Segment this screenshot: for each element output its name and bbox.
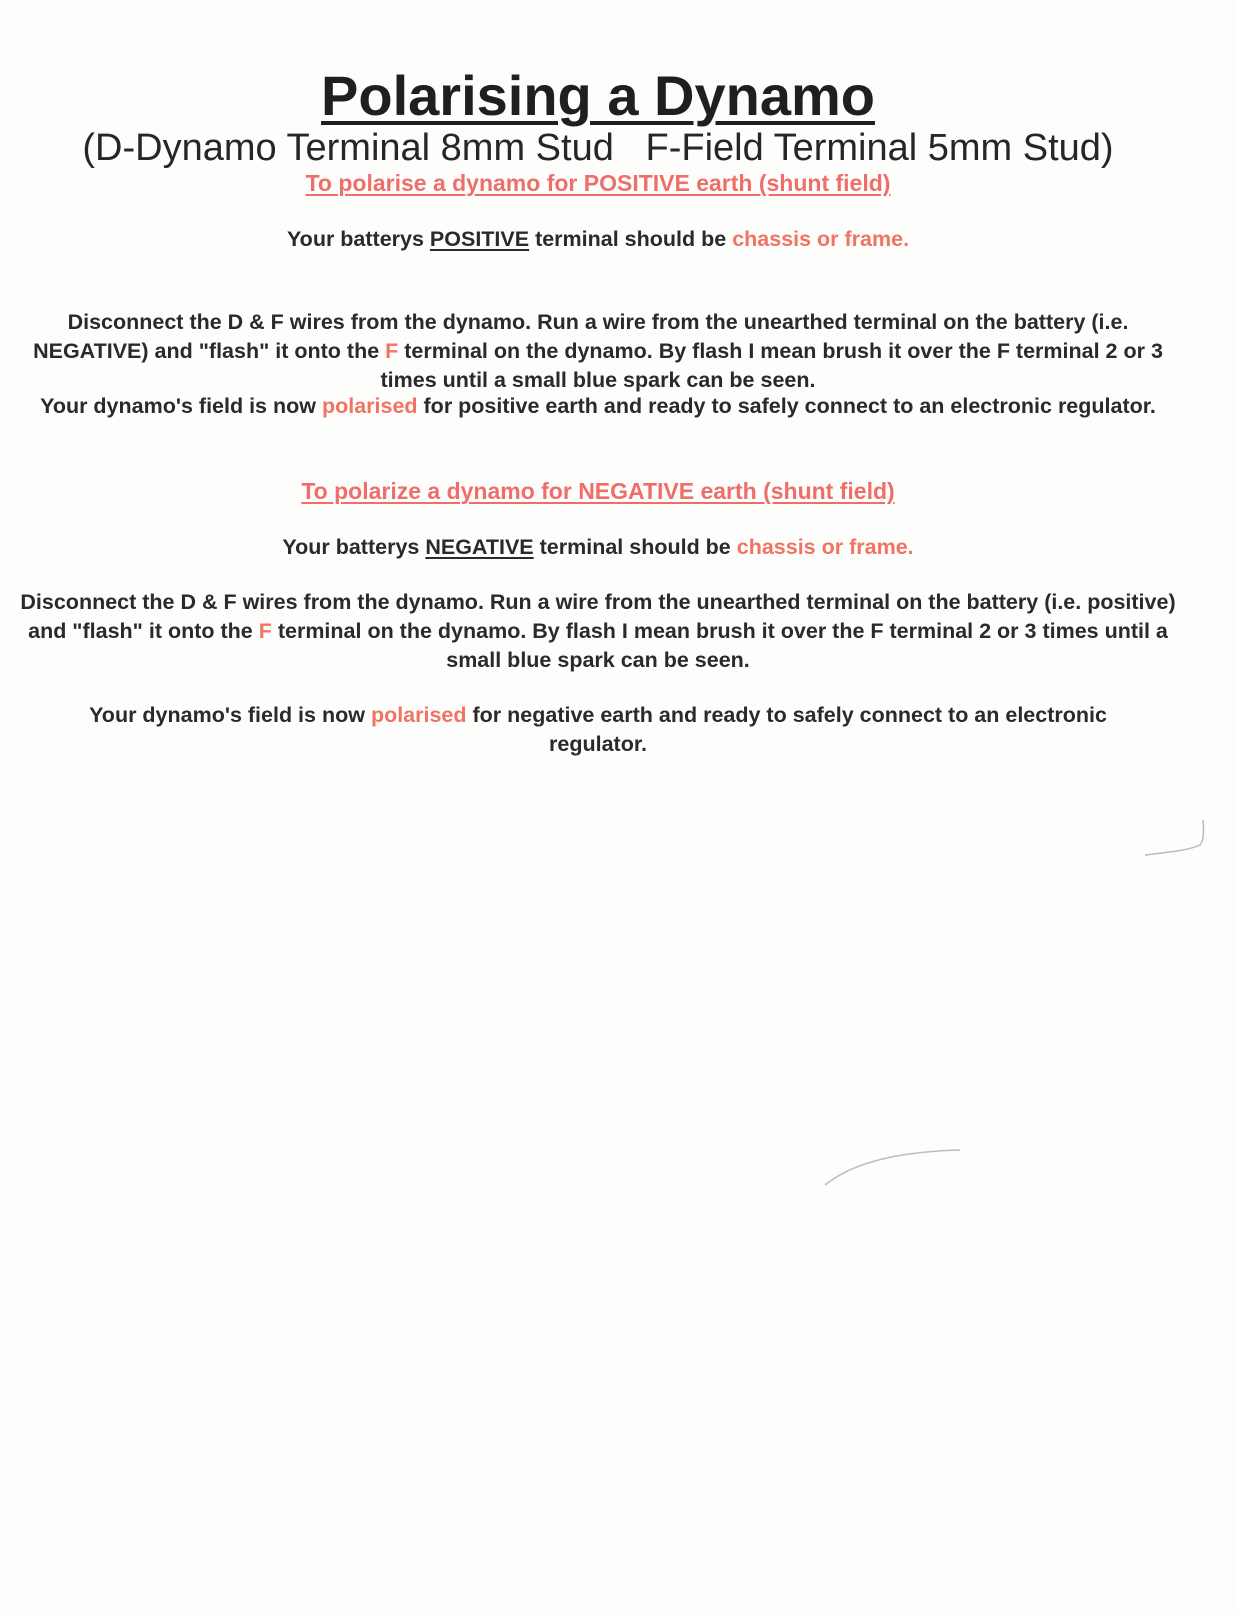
instructions-part2: terminal on the dynamo. By flash I mean brush it over the F terminal 2 or 3 times until a small blue spark can be seen. xyxy=(380,339,1163,392)
battery-line-prefix: Your batterys xyxy=(286,227,430,251)
negative-battery-line xyxy=(0,533,1196,562)
positive-instructions xyxy=(10,308,1186,395)
result-highlight: polarised xyxy=(370,703,467,727)
battery-line-prefix: Your batterys xyxy=(282,535,426,559)
instructions-part1: Disconnect the D & F wires from the dynamo. Run a wire from the unearthed terminal on the battery (i.e. positive) and "flash" it onto the xyxy=(20,590,1176,643)
result-suffix: for negative earth and ready to safely connect to an electronic regulator. xyxy=(466,703,1107,756)
battery-line-middle: terminal should be xyxy=(529,227,733,251)
instructions-part1: Disconnect the D & F wires from the dynamo. Run a wire from the unearthed terminal on the battery (i.e. NEGATIVE) and "flash" it onto the xyxy=(33,310,1129,363)
result-prefix: Your dynamo's field is now xyxy=(89,703,371,727)
battery-line-highlight: chassis or frame. xyxy=(732,227,910,251)
scan-mark-edge xyxy=(1140,800,1210,860)
result-suffix: for positive earth and ready to safely connect to an electronic regulator. xyxy=(417,394,1156,418)
battery-polarity: POSITIVE xyxy=(429,227,530,251)
negative-result xyxy=(60,701,1136,759)
positive-battery-line xyxy=(0,225,1196,254)
instructions-part2: terminal on the dynamo. By flash I mean brush it over the F terminal 2 or 3 times until a small blue spark can be seen. xyxy=(271,619,1168,672)
instructions-terminal: F xyxy=(258,619,272,643)
scan-mark-stroke xyxy=(820,1130,970,1190)
positive-result xyxy=(0,392,1196,421)
page-subtitle: (D-Dynamo Terminal 8mm Stud F-Field Terminal 5mm Stud) xyxy=(82,127,1114,169)
positive-earth-heading: To polarise a dynamo for POSITIVE earth (shunt field) xyxy=(305,170,891,196)
battery-polarity: NEGATIVE xyxy=(425,535,534,559)
result-prefix: Your dynamo's field is now xyxy=(40,394,322,418)
result-highlight: polarised xyxy=(321,394,418,418)
battery-line-middle: terminal should be xyxy=(533,535,737,559)
negative-instructions xyxy=(0,588,1196,675)
battery-line-highlight: chassis or frame. xyxy=(736,535,914,559)
negative-earth-heading: To polarize a dynamo for NEGATIVE earth (shunt field) xyxy=(301,478,895,504)
page-title: Polarising a Dynamo xyxy=(321,64,875,127)
instructions-terminal: F xyxy=(385,339,399,363)
